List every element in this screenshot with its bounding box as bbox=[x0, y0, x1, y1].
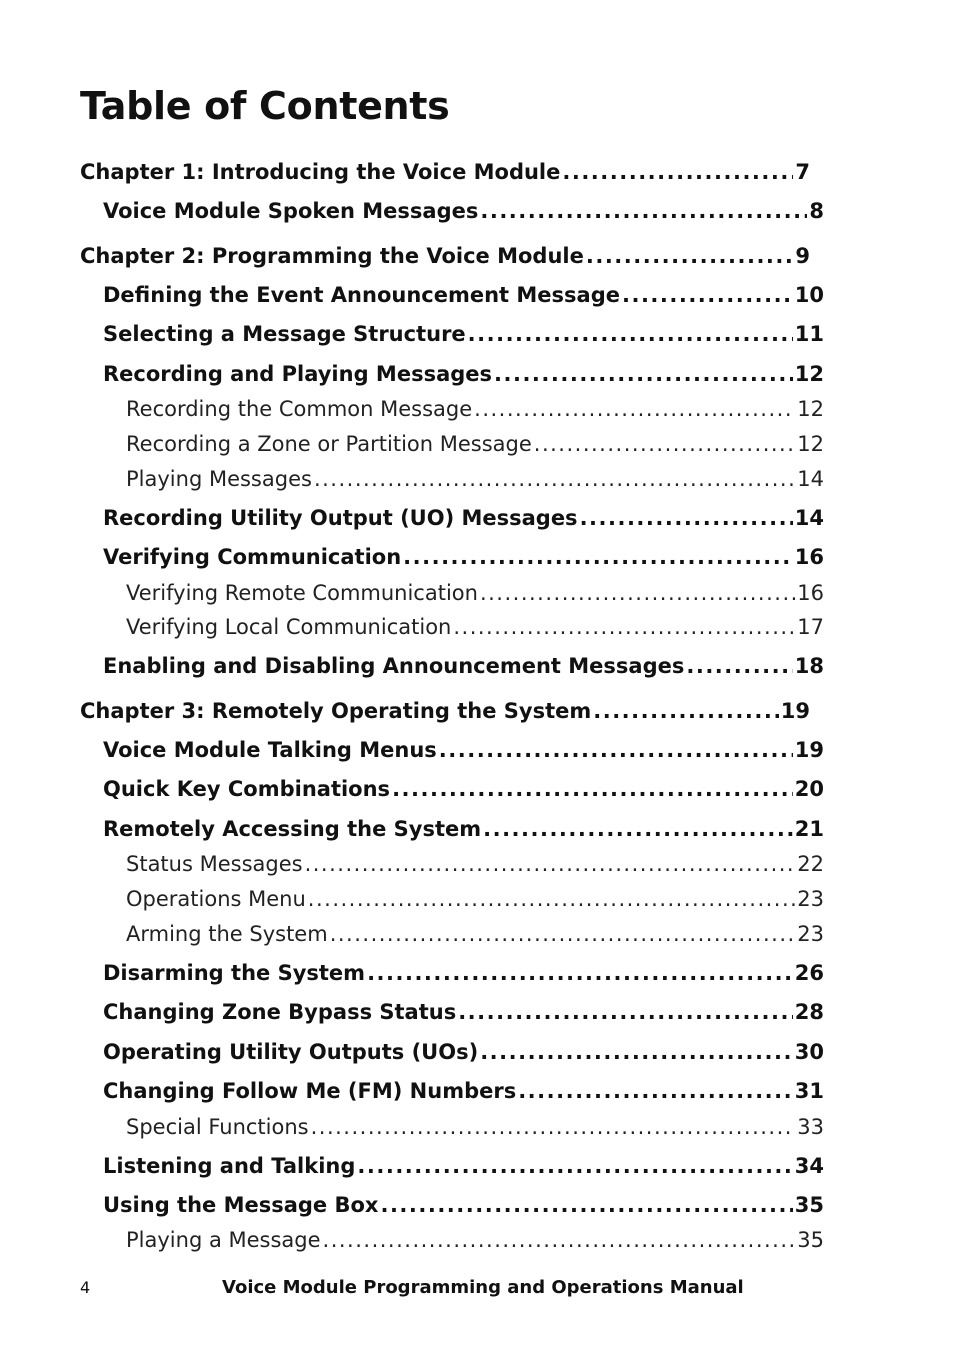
dot-leader bbox=[593, 699, 779, 723]
toc-entry-page: 8 bbox=[809, 199, 824, 223]
toc-entry-page: 35 bbox=[794, 1193, 824, 1217]
toc-entry-label: Recording Utility Output (UO) Messages bbox=[103, 506, 578, 530]
toc-entry-label: Verifying Communication bbox=[103, 545, 402, 569]
toc-entry-page: 14 bbox=[794, 506, 824, 530]
toc-entry-label: Selecting a Message Structure bbox=[103, 322, 466, 346]
dot-leader bbox=[586, 244, 794, 268]
dot-leader bbox=[580, 506, 793, 530]
toc-entry-page: 30 bbox=[794, 1040, 824, 1064]
toc-entry[interactable] bbox=[126, 922, 824, 946]
dot-leader bbox=[311, 1115, 796, 1139]
dot-leader bbox=[474, 397, 795, 421]
toc-entry[interactable] bbox=[103, 1000, 824, 1024]
toc-entry-label: Enabling and Disabling Announcement Messages bbox=[103, 654, 685, 678]
toc-entry[interactable] bbox=[80, 244, 810, 268]
toc-entry-label: Chapter 2: Programming the Voice Module bbox=[80, 244, 584, 268]
toc-entry[interactable] bbox=[103, 283, 824, 307]
dot-leader bbox=[468, 322, 793, 346]
toc-entry-page: 28 bbox=[794, 1000, 824, 1024]
toc-entry-page: 18 bbox=[794, 654, 824, 678]
toc-entry-page: 11 bbox=[794, 322, 824, 346]
dot-leader bbox=[480, 199, 807, 223]
dot-leader bbox=[483, 817, 793, 841]
toc-entry-page: 16 bbox=[797, 581, 824, 605]
toc-entry-label: Playing a Message bbox=[126, 1228, 321, 1252]
dot-leader bbox=[534, 432, 795, 456]
toc-entry[interactable] bbox=[103, 1154, 824, 1178]
toc-entry-page: 12 bbox=[794, 362, 824, 386]
toc-entry-page: 14 bbox=[797, 467, 824, 491]
toc-entry[interactable] bbox=[103, 545, 824, 569]
toc-entry[interactable] bbox=[80, 160, 810, 184]
toc-entry-page: 10 bbox=[794, 283, 824, 307]
toc-entry-label: Recording and Playing Messages bbox=[103, 362, 493, 386]
dot-leader bbox=[305, 852, 796, 876]
toc-entry-label: Remotely Accessing the System bbox=[103, 817, 482, 841]
toc-entry-label: Changing Follow Me (FM) Numbers bbox=[103, 1079, 517, 1103]
toc-entry[interactable] bbox=[103, 362, 824, 386]
toc-entry[interactable] bbox=[126, 581, 824, 605]
toc-entry-label: Arming the System bbox=[126, 922, 328, 946]
toc-entry-page: 12 bbox=[797, 397, 824, 421]
dot-leader bbox=[494, 362, 793, 386]
toc-entry-label: Disarming the System bbox=[103, 961, 366, 985]
toc-entry-page: 19 bbox=[794, 738, 824, 762]
dot-leader bbox=[439, 738, 793, 762]
dot-leader bbox=[686, 654, 792, 678]
page-title: Table of Contents bbox=[80, 84, 450, 128]
toc-entry-label: Chapter 1: Introducing the Voice Module bbox=[80, 160, 561, 184]
toc-entry-label: Listening and Talking bbox=[103, 1154, 356, 1178]
dot-leader bbox=[403, 545, 793, 569]
dot-leader bbox=[480, 581, 795, 605]
dot-leader bbox=[458, 1000, 793, 1024]
toc-entry-label: Voice Module Talking Menus bbox=[103, 738, 437, 762]
toc-entry-label: Chapter 3: Remotely Operating the System bbox=[80, 699, 592, 723]
toc-entry-label: Recording a Zone or Partition Message bbox=[126, 432, 532, 456]
toc-entry[interactable] bbox=[103, 506, 824, 530]
dot-leader bbox=[367, 961, 793, 985]
toc-entry[interactable] bbox=[126, 432, 824, 456]
toc-entry[interactable] bbox=[103, 1040, 824, 1064]
dot-leader bbox=[323, 1228, 796, 1252]
toc-entry-label: Voice Module Spoken Messages bbox=[103, 199, 479, 223]
toc-entry[interactable] bbox=[126, 615, 824, 639]
toc-entry-label: Defining the Event Announcement Message bbox=[103, 283, 620, 307]
toc-entry[interactable] bbox=[103, 1079, 824, 1103]
dot-leader bbox=[480, 1040, 793, 1064]
toc-entry-page: 23 bbox=[797, 922, 824, 946]
dot-leader bbox=[453, 615, 795, 639]
toc-entry[interactable] bbox=[103, 654, 824, 678]
dot-leader bbox=[518, 1079, 793, 1103]
toc-entry-page: 16 bbox=[794, 545, 824, 569]
toc-entry[interactable] bbox=[103, 1193, 824, 1217]
toc-entry[interactable] bbox=[126, 852, 824, 876]
toc-entry[interactable] bbox=[126, 887, 824, 911]
toc-entry-page: 19 bbox=[780, 699, 810, 723]
dot-leader bbox=[357, 1154, 792, 1178]
dot-leader bbox=[562, 160, 793, 184]
toc-entry-page: 21 bbox=[794, 817, 824, 841]
toc-entry-page: 7 bbox=[795, 160, 810, 184]
toc-entry[interactable] bbox=[126, 397, 824, 421]
toc-entry-label: Verifying Remote Communication bbox=[126, 581, 478, 605]
footer-manual-title: Voice Module Programming and Operations Manual bbox=[222, 1277, 744, 1298]
toc-entry-page: 12 bbox=[797, 432, 824, 456]
toc-entry-label: Operations Menu bbox=[126, 887, 306, 911]
toc-entry-page: 35 bbox=[797, 1228, 824, 1252]
toc-entry-label: Changing Zone Bypass Status bbox=[103, 1000, 457, 1024]
toc-entry-label: Status Messages bbox=[126, 852, 303, 876]
dot-leader bbox=[308, 887, 795, 911]
toc-entry[interactable] bbox=[103, 738, 824, 762]
toc-entry-page: 9 bbox=[795, 244, 810, 268]
footer-page-number: 4 bbox=[80, 1278, 91, 1297]
toc-entry-label: Recording the Common Message bbox=[126, 397, 473, 421]
toc-entry-page: 17 bbox=[797, 615, 824, 639]
toc-entry-page: 34 bbox=[794, 1154, 824, 1178]
toc-entry-label: Operating Utility Outputs (UOs) bbox=[103, 1040, 479, 1064]
dot-leader bbox=[380, 1193, 792, 1217]
toc-entry-page: 26 bbox=[794, 961, 824, 985]
dot-leader bbox=[622, 283, 793, 307]
toc-entry-page: 23 bbox=[797, 887, 824, 911]
dot-leader bbox=[314, 467, 795, 491]
toc-entry[interactable] bbox=[103, 817, 824, 841]
toc-entry[interactable] bbox=[126, 467, 824, 491]
toc-entry[interactable] bbox=[103, 199, 824, 223]
toc-entry-label: Special Functions bbox=[126, 1115, 309, 1139]
dot-leader bbox=[330, 922, 796, 946]
toc-entry-page: 33 bbox=[797, 1115, 824, 1139]
toc-entry-page: 20 bbox=[794, 777, 824, 801]
toc-entry-page: 22 bbox=[797, 852, 824, 876]
toc-entry-label: Using the Message Box bbox=[103, 1193, 379, 1217]
toc-entry[interactable] bbox=[126, 1228, 824, 1252]
toc-entry[interactable] bbox=[103, 961, 824, 985]
toc-entry-page: 31 bbox=[794, 1079, 824, 1103]
toc-entry[interactable] bbox=[126, 1115, 824, 1139]
toc-entry[interactable] bbox=[80, 699, 810, 723]
toc-entry-label: Quick Key Combinations bbox=[103, 777, 391, 801]
toc-entry-label: Playing Messages bbox=[126, 467, 312, 491]
toc-entry[interactable] bbox=[103, 322, 824, 346]
toc-entry-label: Verifying Local Communication bbox=[126, 615, 452, 639]
toc-entry[interactable] bbox=[103, 777, 824, 801]
dot-leader bbox=[392, 777, 793, 801]
